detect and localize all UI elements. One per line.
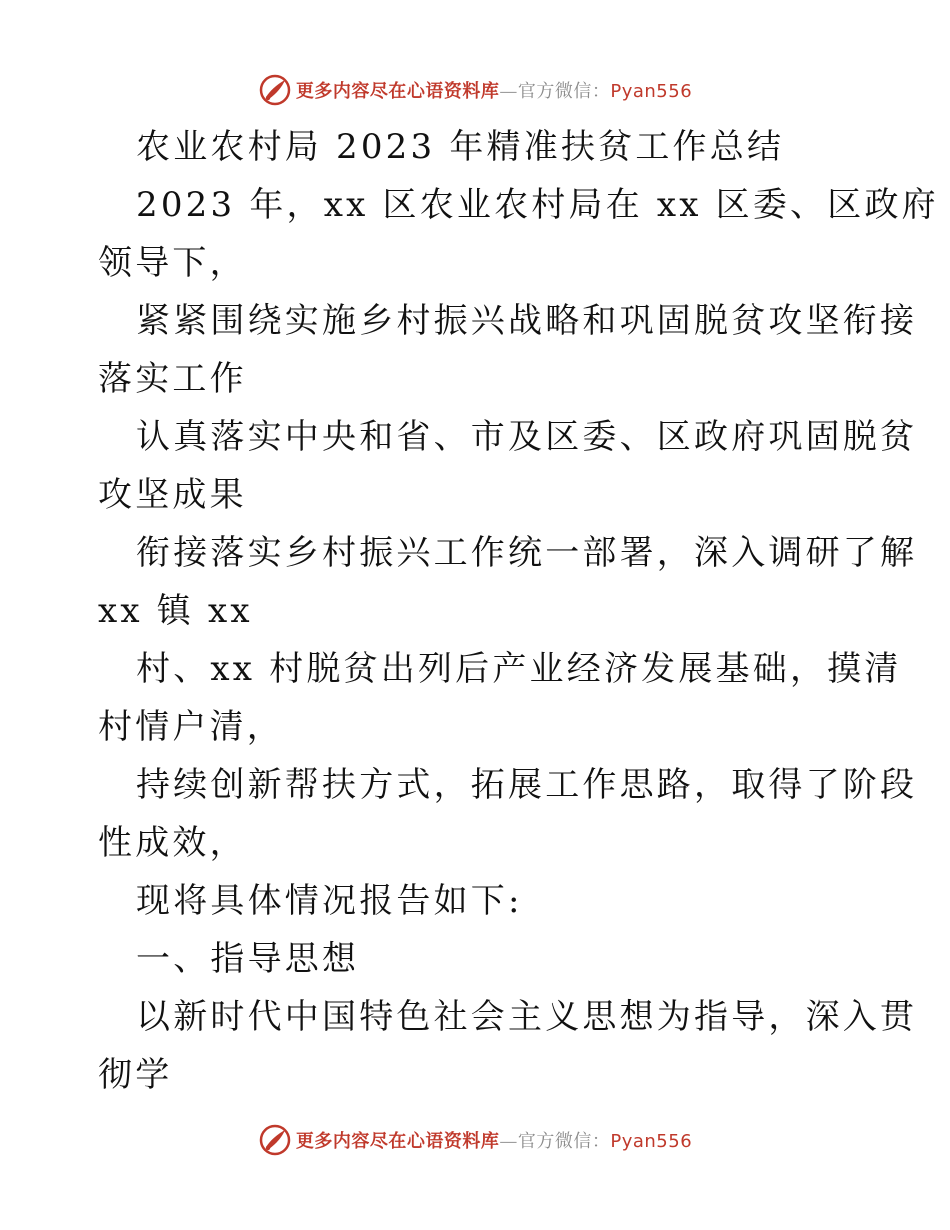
paragraph-line: 攻坚成果 <box>98 475 247 515</box>
paragraph-line: 彻学 <box>98 1055 173 1095</box>
paragraph-line: 认真落实中央和省、市及区委、区政府巩固脱贫 <box>136 417 918 457</box>
document-body <box>98 118 939 1104</box>
watermark-wechat-label: 官方微信： <box>517 1131 611 1152</box>
paragraph-line: 衔接落实乡村振兴工作统一部署，深入调研了解 <box>136 533 918 573</box>
paragraph-line: xx 镇 xx <box>98 591 253 631</box>
paragraph-line: 落实工作 <box>98 359 247 399</box>
watermark-brand: 更多内容尽在心语资料库 <box>295 81 500 102</box>
paragraph-line: 村情户清， <box>98 707 284 747</box>
watermark-wechat-id: Pyan556 <box>610 1131 693 1152</box>
brush-logo-icon <box>258 73 292 107</box>
watermark-header <box>0 70 950 110</box>
watermark-dash: — <box>499 81 518 102</box>
watermark-wechat-label: 官方微信： <box>517 81 611 102</box>
paragraph-line: 紧紧围绕实施乡村振兴战略和巩固脱贫攻坚衔接 <box>136 301 918 341</box>
paragraph-line: 现将具体情况报告如下: <box>136 881 523 921</box>
section-heading: 一、指导思想 <box>136 939 360 979</box>
watermark-text <box>296 77 692 103</box>
paragraph-line: 领导下， <box>98 243 247 283</box>
watermark-brand: 更多内容尽在心语资料库 <box>295 1131 500 1152</box>
watermark-footer <box>0 1120 950 1160</box>
paragraph-line: 持续创新帮扶方式，拓展工作思路，取得了阶段 <box>136 765 918 805</box>
brush-logo-icon <box>258 1123 292 1157</box>
paragraph-line: 2023 年，xx 区农业农村局在 xx 区委、区政府 <box>136 185 939 225</box>
paragraph-line: 村、xx 村脱贫出列后产业经济发展基础，摸清 <box>136 649 902 689</box>
paragraph-line: 性成效， <box>98 823 247 863</box>
document-title: 农业农村局 2023 年精准扶贫工作总结 <box>136 127 785 167</box>
watermark-text <box>296 1127 692 1153</box>
paragraph-line: 以新时代中国特色社会主义思想为指导，深入贯 <box>136 997 918 1037</box>
watermark-wechat-id: Pyan556 <box>610 81 693 102</box>
watermark-dash: — <box>499 1131 518 1152</box>
